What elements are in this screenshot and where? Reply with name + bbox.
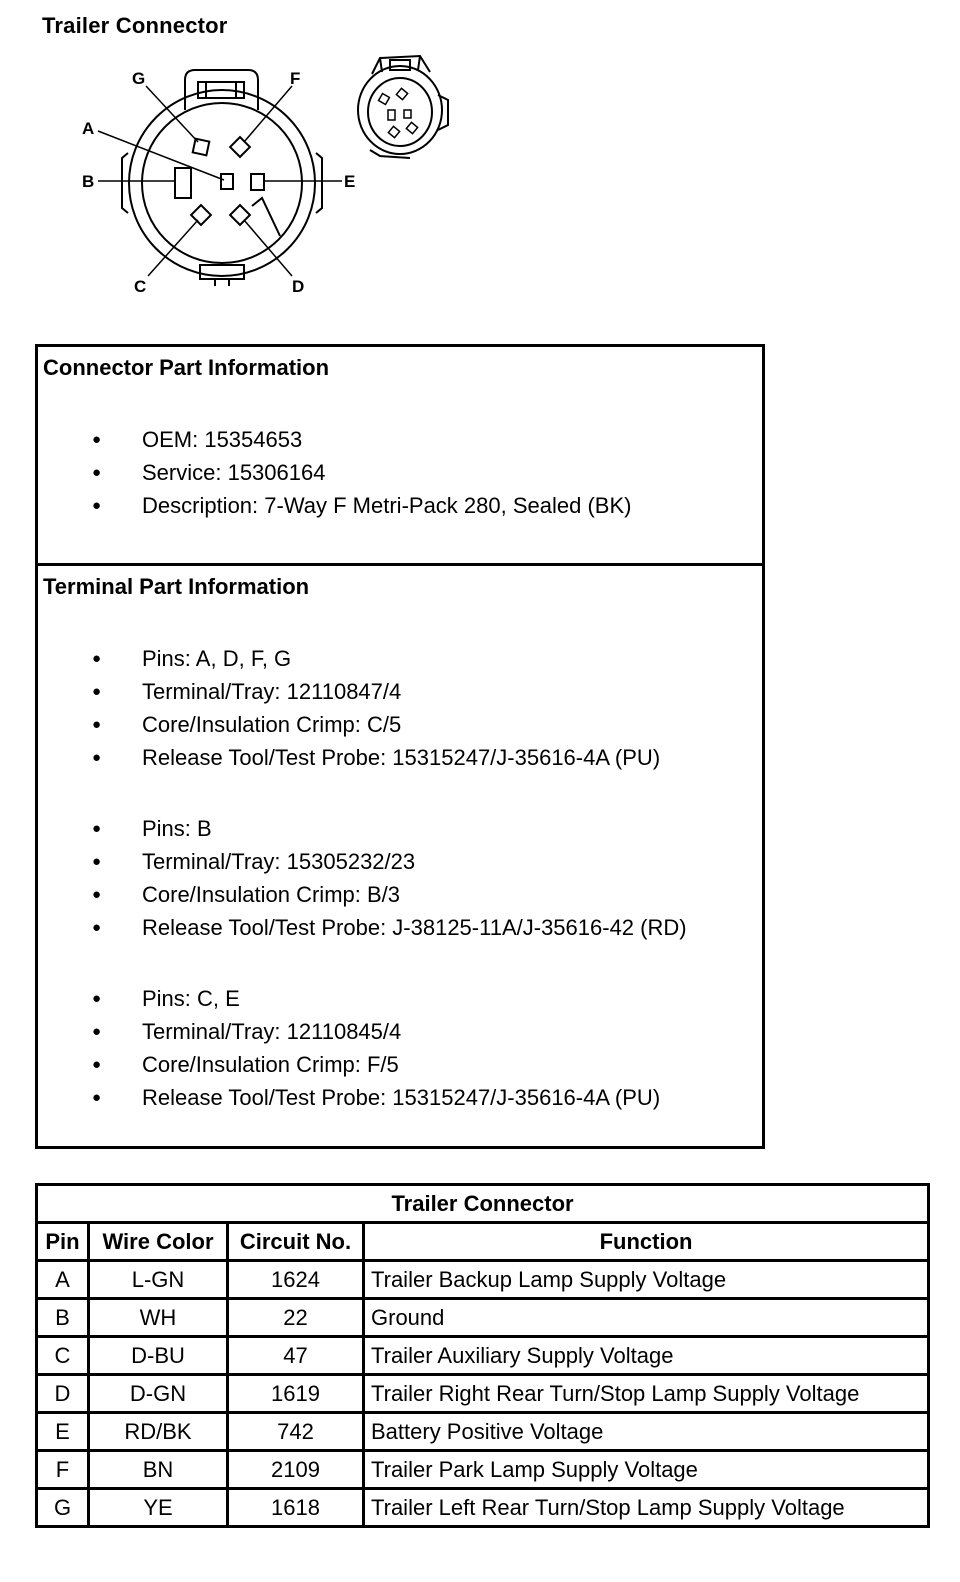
cell-function: Trailer Right Rear Turn/Stop Lamp Supply Voltage [364,1375,929,1413]
list-item: ● Core/Insulation Crimp: B/3 [38,878,762,911]
pin-label-d: D [292,277,305,296]
list-item: ● Terminal/Tray: 12110847/4 [38,675,762,708]
table-header-row [37,1223,929,1261]
cell-circuit-no: 742 [228,1413,364,1451]
table-row [37,1451,929,1489]
list-item: ● Pins: A, D, F, G [38,642,762,675]
cell-wire-color: L-GN [89,1261,228,1299]
pin-c-cavity [191,205,211,225]
cell-wire-color: D-GN [89,1375,228,1413]
cell-function: Battery Positive Voltage [364,1413,929,1451]
pin-label-b: B [82,172,95,191]
cell-pin: A [37,1261,89,1299]
connector-part-info-section [38,347,762,566]
terminal-group-1 [38,642,762,774]
table-title: Trailer Connector [37,1185,929,1223]
pin-d-cavity [230,205,250,225]
pin-e-cavity [251,174,264,190]
cell-wire-color: RD/BK [89,1413,228,1451]
list-item: ● OEM: 15354653 [38,423,762,456]
cell-function: Ground [364,1299,929,1337]
page-title: Trailer Connector [42,13,228,38]
cell-function: Trailer Backup Lamp Supply Voltage [364,1261,929,1299]
pin-label-c: C [134,277,147,296]
pin-g-cavity [193,139,210,156]
part-information-box [35,344,765,1149]
cell-circuit-no: 47 [228,1337,364,1375]
pin-label-g: G [132,69,146,88]
connector-part-info-list [38,423,762,522]
cell-circuit-no: 2109 [228,1451,364,1489]
cell-circuit-no: 1619 [228,1375,364,1413]
list-item: ● Pins: B [38,812,762,845]
cell-pin: C [37,1337,89,1375]
cell-function: Trailer Left Rear Turn/Stop Lamp Supply Voltage [364,1489,929,1527]
cell-pin: G [37,1489,89,1527]
connector-pinout-diagram [70,58,380,308]
cell-circuit-no: 1624 [228,1261,364,1299]
cell-pin: E [37,1413,89,1451]
cell-circuit-no: 1618 [228,1489,364,1527]
table-row [37,1375,929,1413]
list-item: ● Description: 7-Way F Metri-Pack 280, Sealed (BK) [38,489,762,522]
pin-b-cavity [175,168,191,198]
list-item: ● Terminal/Tray: 12110845/4 [38,1015,762,1048]
pin-label-e: E [344,172,356,191]
list-item: ● Core/Insulation Crimp: F/5 [38,1048,762,1081]
pin-a-cavity [221,174,233,189]
table-row [37,1489,929,1527]
column-header-function: Function [364,1223,929,1261]
cell-pin: F [37,1451,89,1489]
list-item: ● Release Tool/Test Probe: 15315247/J-35616-4A (PU) [38,1081,762,1114]
table-row [37,1261,929,1299]
list-item: ● Pins: C, E [38,982,762,1015]
table-row [37,1299,929,1337]
terminal-part-info-section [38,566,762,1146]
cell-wire-color: WH [89,1299,228,1337]
list-item: ● Release Tool/Test Probe: 15315247/J-35616-4A (PU) [38,741,762,774]
cell-function: Trailer Auxiliary Supply Voltage [364,1337,929,1375]
pin-label-a: A [82,119,95,138]
connector-part-info-heading: Connector Part Information [43,355,330,380]
cell-wire-color: D-BU [89,1337,228,1375]
table-row [37,1337,929,1375]
cell-pin: B [37,1299,89,1337]
cell-wire-color: BN [89,1451,228,1489]
list-item: ● Release Tool/Test Probe: J-38125-11A/J-35616-42 (RD) [38,911,762,944]
column-header-wire-color: Wire Color [89,1223,228,1261]
list-item: ● Service: 15306164 [38,456,762,489]
pin-label-f: F [290,69,301,88]
cell-circuit-no: 22 [228,1299,364,1337]
cell-pin: D [37,1375,89,1413]
cell-wire-color: YE [89,1489,228,1527]
column-header-circuit-no: Circuit No. [228,1223,364,1261]
cell-function: Trailer Park Lamp Supply Voltage [364,1451,929,1489]
list-item: ● Core/Insulation Crimp: C/5 [38,708,762,741]
column-header-pin: Pin [37,1223,89,1261]
connector-thumbnail-illustration [350,50,460,160]
list-item: ● Terminal/Tray: 15305232/23 [38,845,762,878]
terminal-part-info-heading: Terminal Part Information [43,574,310,599]
pin-f-cavity [230,137,250,157]
table-row [37,1413,929,1451]
terminal-group-2 [38,812,762,944]
pin-function-table [35,1183,930,1528]
terminal-group-3 [38,982,762,1114]
